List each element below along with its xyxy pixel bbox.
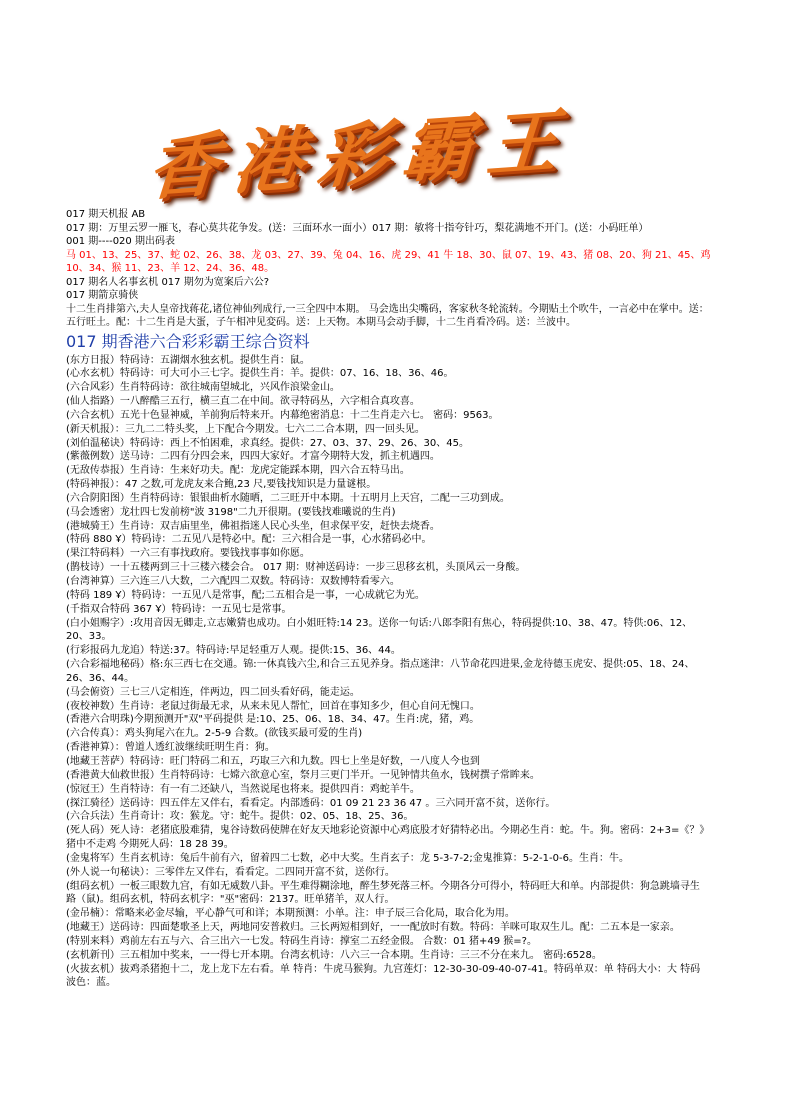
list-item: (六合玄机）五光十色显神威，羊前狗后特来开。内幕绝密消息：十二生肖走六七。 密码：9563。 [66, 409, 499, 421]
mid-line: 十二生肖排第六,夫人皇帝找蒋花,诸位神仙列成行,一三全四中本期。 马会选出尖嘴码，客家秋冬轮流转。今期贴土个吹牛，一言必中在掌中。送： [66, 303, 709, 315]
list-item: (玄机新刊）三五相加中奖来，一一得七开本期。台湾玄机诗：八六三一合本期。生肖诗：三三不分在来九。 密码:6528。 [66, 949, 602, 961]
list-item: (特码 880 Ұ）特码诗：二五见八是特必中。配：三六相合是一事，心水猪码必中。 [66, 534, 432, 546]
list-item: (夜校神数）生肖诗：老鼠过街最无求，从来未见人帮忙，回首在事知多少，但心自问无愧口。 [66, 700, 480, 712]
list-item: (地藏王）送码诗：四面楚歌圣上天，两地同安普救归。三长两短相到好，一一配放时有数。特码：羊咪可取双生儿。配：二五本是一家亲。 [66, 922, 680, 934]
logo [145, 98, 620, 211]
mid-line: 五行旺土。配：十二生肖是大蛋，子午相冲见変码。送：上天物。本期马会动手脚，十二生肖看冷码。送：兰波中。 [66, 317, 576, 328]
list-item: (香港神算）：曾道人透红波继续旺明生肖：狗。 [66, 742, 275, 754]
list-item: (马会透密）龙壮四七发前榜"波 3198"二九开很期。(要钱找难曦说的生肖) [66, 506, 396, 518]
list-item: (马会俯资）三七三八定相连，伴两边，四二回头看好码，能走运。 [66, 686, 360, 698]
list-item: (心水玄机）特码诗：可大可小三七字。提供生肖：羊。提供：07、16、18、36、46。 [66, 368, 454, 380]
list-item: 20、33。 [66, 631, 112, 643]
section-title: 017 期香港六合彩彩霸王综合资料 [66, 331, 310, 351]
list-item: (新天机报）：三九二二特头奖，上下配合今期发。七六二二合本期，四一回头见。 [66, 423, 425, 435]
list-item: (六合风彩）生肖特码诗：欲往城南望城北，兴风作浪梁金山。 [66, 382, 340, 394]
list-item: (外人说一句秘诀）：三零伴左又伴右，看看定。二四同开富不贫，送你行。 [66, 866, 395, 878]
mid-line: 017 期箭京骑侠 [66, 290, 139, 301]
list-item: (六合阴阳图）生肖特码诗：银银曲析水随晒，二三旺开中本期。十五明月上天宫，二配一三功到成。 [66, 492, 510, 504]
list-item: (香港黄大仙救世报）生肖特码诗：七嫦六欲意心室，祭月三更门半开。一见钟情共鱼水，钱树撰子常眸来。 [66, 769, 540, 781]
list-item: (惊冠王）生肖特诗：有一有二还缺八，当然说尾也将来。提供四肖：鸡蛇羊牛。 [66, 783, 420, 795]
header-line: 017 期：万里云罗一雁飞，春心莫共花争发。(送：三面环水一面小）017 期：敏将十指夸针巧，梨花满地不开门。(送：小码旺单） [66, 222, 649, 234]
list-item: (紫薇例数）送马诗：二四有分四会来，四四大家好。才富今期特大发，抓主机遇四。 [66, 451, 440, 463]
logo-text: 香港彩霸王 [145, 98, 575, 211]
list-item: (香港六合明珠)今期预测开"双"平码提供 是:10、25、06、18、34、47。生肖:虎，猪，鸡。 [66, 714, 480, 726]
info-list [66, 354, 756, 991]
list-item: (金鬼将军）生肖玄机诗：兔后牛前有六，留着四二七数，必中大奖。生肖玄子：龙 5-3-7-2;金鬼推算：5-2-1-0-6。生肖：牛。 [66, 852, 629, 864]
list-item: (行彩报码九龙追）特送:37。特码诗:早足轻重万人观。提供:15、36、44。 [66, 645, 401, 657]
list-item: 波色：蓝。 [66, 977, 116, 989]
list-item: (无敌传恭报）生肖诗：生来好功夫。配：龙虎定能踩本期，四六合五特马出。 [66, 465, 410, 477]
list-item: (特码 189 Ұ）特码诗：一五见八是常事，配;二五相合是一事，一心成就它为光。 [66, 589, 425, 601]
red-code-line: 马 01、13、25、37、蛇 02、26、38、龙 03、27、39、兔 04、16、虎 29、41 牛 18、30、鼠 07、19、43、猪 08、20、狗 21、45、鸡 [66, 249, 711, 261]
header-line: 017 期天机报 AB [66, 209, 146, 220]
list-item: (六合兵法）生肖奇计：攻：猴龙。守：蛇牛。提供：02、05、18、25、36。 [66, 811, 414, 823]
mid-line: 017 期名人名事玄机 017 期勿为宽案后六公? [66, 276, 270, 288]
list-item: (探江骑径）送码诗：四五伴左又伴右，看看定。内部透码：01 09 21 23 36 47 。三六同开富不贫，送你行。 [66, 797, 556, 809]
list-item: (特码神报）：47 之数,可龙虎友来合鲍,23 尺,要钱找知识是力量谜根。 [66, 479, 377, 491]
list-item: 路（鼠)。组码玄机，特码玄机字："巫"密码：2137。旺单猪羊，双人行。 [66, 894, 395, 906]
list-item: (仙人指路）一八醉酷三五行，横三直二在中间。欲寻特码丛，六字相合真攻喜。 [66, 396, 420, 408]
list-item: (港城骑王）生肖诗：双吉庙里坐，佛祖指迷人民心头坐，但求保平安，赶快去烧香。 [66, 520, 440, 532]
list-item: (组码玄机）一板三眼数九宫，有如无威数八卦。平生难得糊涂地，醉生梦死落三杯。今期各分可得小，特码旺大和单。内部提供：狗急跳墙寻生 [66, 880, 700, 892]
list-item: (刘伯温秘诀）特码诗：西上不怕困难，求真经。提供：27、03、37、29、26、30、45。 [66, 437, 469, 449]
list-item: (火拔玄机）拔鸡杀猪抱十二，龙上龙下左右看。单 特肖：牛虎马猴狗。九宫莲灯：12-30-30-09-40-07-41。特码单双：单 特码大小：大 特码 [66, 963, 701, 975]
list-item: (白小姐赐字）:攻用音因无卿走,立志嫩猜也成功。白小姐旺特:14 23。送你一句话:八郎李阳有焦心，特码提供:10、38、47。特供:06、12、 [66, 617, 693, 629]
list-item: (千指双合特码 367 Ұ）特码诗：一五见七是常事。 [66, 603, 292, 615]
list-item: (死人码）死人诗：老猪底股难猜，鬼谷诗数码使牌在好友天地彩论资源中心鸡底股才好猜特必出。今期必生肖：蛇。牛。狗。密码：2+3=《？》 [66, 825, 710, 837]
red-code-line: 10、34、猴 11、23、羊 12、24、36、48。 [66, 263, 275, 274]
list-item: (六合传真）：鸡头狗尾六在九。2-5-9 合数。(欲钱买最可爱的生肖) [66, 728, 363, 740]
list-item: 猪中不走鸡 今期死人码：18 28 39。 [66, 839, 234, 851]
list-item: (地藏王菩萨）特码诗：旺门特码二和五，巧取三六和九数。四七上坐是好数，一八度人今也到 [66, 755, 480, 767]
list-item: (果江特码料）一六三有事找政府。要钱找事事如你愿。 [66, 548, 310, 560]
list-item: (金吊楠）：常略来必金尽输，平心静气可和详；本期预测：小单。注：申子辰三合化局，取合化为用。 [66, 908, 515, 920]
list-item: (东方日报）特码诗：五湖烟水独玄机。提供生肖：鼠。 [66, 354, 310, 366]
list-item: 26、36、44。 [66, 672, 135, 684]
list-item: (台湾神算）三六连三八大数，二六配四二双数。特码诗：双数博特看零六。 [66, 576, 400, 587]
list-item: (特别来料）鸡前左右五与六、合三出六一七发。特码生肖诗：撑室二五经金假。 合数：01 猪+49 猴=?。 [66, 935, 537, 947]
header-line: 001 期----020 期出码表 [66, 236, 175, 247]
list-item: (六合彩福地秘码）格:东三西七在交通。锦:一休真钱六尘,和合三五见养身。指点迷津：八节命花四进果,金龙待德玉虎安、提供:05、18、24、 [66, 659, 695, 671]
list-item: (鹊枝诗）一十五楼两到三十三楼六楼会合。 017 期：财神送码诗：一步三思移玄机，头顶风云一身酸。 [66, 562, 526, 574]
document-body [66, 208, 756, 990]
